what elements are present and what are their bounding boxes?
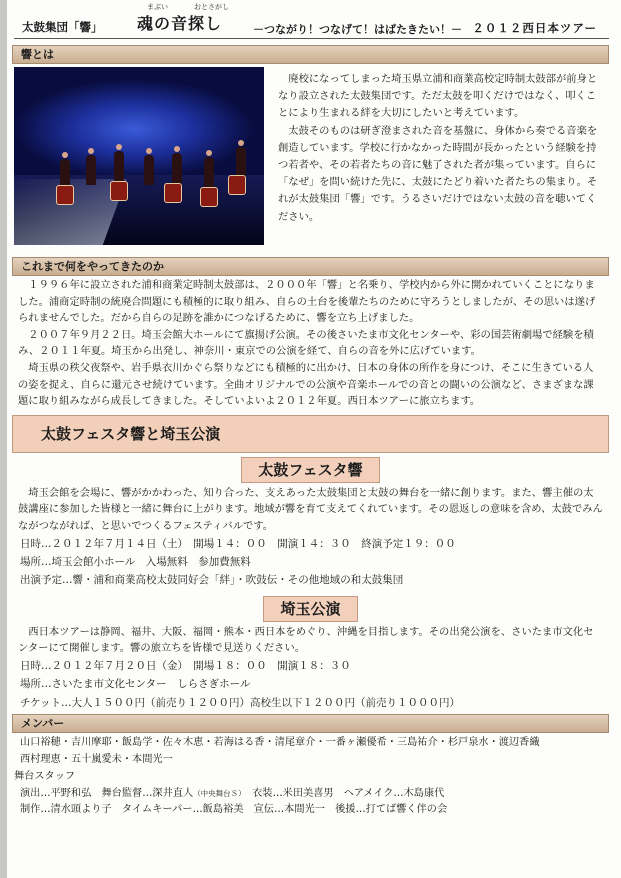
- scan-edge: [0, 0, 7, 878]
- saitama-title-box: [12, 596, 609, 620]
- tour-name: ２０１２西日本ツアー: [472, 21, 597, 35]
- flyer-header: [14, 0, 609, 39]
- history-paragraph-3: 埼玉県の秩父夜祭や、岩手県衣川かぐら祭りなどにも積極的に出かけ、日本の身体の所作を身につけ、そこに生きている人の姿を捉え、自らに還元させ続けています。全曲オリジナルでの公演や音楽ホールでの音との闘いの公演など、さまざまな課題に取り組みながら成長してきました。そしていよいよ２０１２年夏。西日本ツアーに旅立ちます。: [18, 361, 594, 408]
- intro-section: [12, 67, 609, 251]
- staff-line-2: 制作…清水頭より子 タイムキーパー…飯島裕美 宣伝…本間光一 後援…打てば響く伴の会: [20, 804, 448, 816]
- history-paragraph-1: １９９６年に設立された浦和商業定時制太鼓部は、２０００年「響」と名乗り、学校内から外に開かれていくことになりました。浦商定時制の統廃合問題にも積極的に取り組み、自らの土台を後輩たちのために守ろうとしましたが、その思いは遂げられませんでした。だから自らの足跡を誰かにつなげるために、響を立ち上げました。: [18, 279, 596, 325]
- saitama-title: 埼玉公演: [263, 596, 357, 622]
- festa-place: 場所…埼玉会館小ホール 入場無料 参加費無料: [20, 555, 251, 568]
- festa-description: 埼玉会館を会場に、響がかかわった、知り合った、支えあった太鼓集団と太鼓の舞台を一緒に創ります。また、響主催の太鼓講座に参加した皆様と一緒に舞台に上がります。地域が響を育て支えてくれています。その恩返しの意味を含め、太鼓でみんながつながれば、と思いでつくるフェスティバルです。: [18, 486, 603, 532]
- performance-photo: [14, 67, 264, 245]
- section-heading-members: メンバー: [12, 714, 609, 733]
- festa-title-box: [12, 457, 609, 481]
- members-line-2: 西村理恵・五十嵐愛未・本間光一: [20, 753, 173, 765]
- festa-title: 太鼓フェスタ響: [241, 457, 379, 483]
- saitama-info: [12, 657, 609, 712]
- history-text: [12, 276, 609, 410]
- ruby-tamashii: まぶい: [147, 3, 168, 11]
- staff-line-1: [20, 786, 609, 803]
- staff-note: （中央舞台Ｓ）: [193, 788, 242, 798]
- intro-paragraph-2: 太鼓そのものは研ぎ澄まされた音を基盤に、身体から奏でる音楽を創造しています。学校に行かなかった時間が長かったという経験を持つ若者や、その若者たちの音に魅了された者が集っています。自らに「なぜ」を問い続けた先に、太鼓にたどり着いた者たちの集まり。それが太鼓集団「響」です。うるさいだけではない太鼓の音を聴いてください。: [278, 124, 598, 223]
- ruby-otosagashi: おとさがし: [194, 3, 229, 11]
- section-heading-history: これまで何をやってきたのか: [12, 257, 609, 276]
- intro-text: [264, 67, 609, 251]
- saitama-date: 日時…２０１２年７月２０日（金） 開場１８：００ 開演１８：３０: [20, 659, 351, 672]
- members-list: [12, 735, 609, 819]
- saitama-place: 場所…さいたま市文化センター しらさぎホール: [20, 678, 251, 691]
- saitama-text: [12, 623, 609, 657]
- history-paragraph-2: ２００７年９月２２日。埼玉会館大ホールにて旗揚げ公演。その後さいたま市文化センターや、彩の国芸術劇場で経験を積み、２０１１年夏。埼玉から出発し、神奈川・東京での公演を経て、自らの音を外に広げています。: [18, 328, 594, 358]
- members-line-1: 山口裕穂・吉川摩耶・飯島学・佐々木恵・若海はる香・清尾章介・一番ヶ瀬優希・三島祐介・杉戸泉水・渡辺香織: [20, 737, 540, 749]
- title-tagline: －つながり！つなげて！はばたきたい！－: [253, 23, 462, 36]
- saitama-ticket: チケット…大人１５００円（前売り１２００円）高校生以下１２００円（前売り１０００円）: [20, 696, 461, 709]
- saitama-description: 西日本ツアーは静岡、福井、大阪、福岡・熊本・西日本をめぐり、沖縄を目指します。その出発公演を、さいたま市文化センターにて開催します。響の旅立ちを皆様で見送りください。: [18, 625, 594, 655]
- section-heading-hibiki: 響とは: [12, 45, 609, 64]
- festa-cast: 出演予定…響・浦和商業高校太鼓同好会「絆」・吹鼓伝・その他地域の和太鼓集団: [20, 574, 404, 587]
- staff-costume: 衣装…米田美喜男 ヘアメイク…木島康代: [241, 787, 445, 799]
- festa-date: 日時…２０１２年７月１４日（土） 開場１４：００ 開演１４：３０ 終演予定１９：００: [20, 537, 456, 550]
- staff-director: 演出…平野和弘 舞台監督…深井直人: [20, 787, 194, 799]
- section-heading-festa: 太鼓フェスタ響と埼玉公演: [12, 415, 609, 453]
- festa-text: [12, 484, 609, 535]
- intro-paragraph-1: 廃校になってしまった埼玉県立浦和商業高校定時制太鼓部が前身となり設立された太鼓集団です。ただ太鼓を叩くだけではなく、叩くことにより生まれる絆を大切にしたいと考えています。: [278, 73, 598, 120]
- main-title: 魂の音探し: [137, 14, 223, 33]
- staff-label: 舞台スタッフ: [14, 770, 76, 782]
- festa-info: [12, 535, 609, 590]
- group-name: 太鼓集団「響」: [22, 20, 103, 34]
